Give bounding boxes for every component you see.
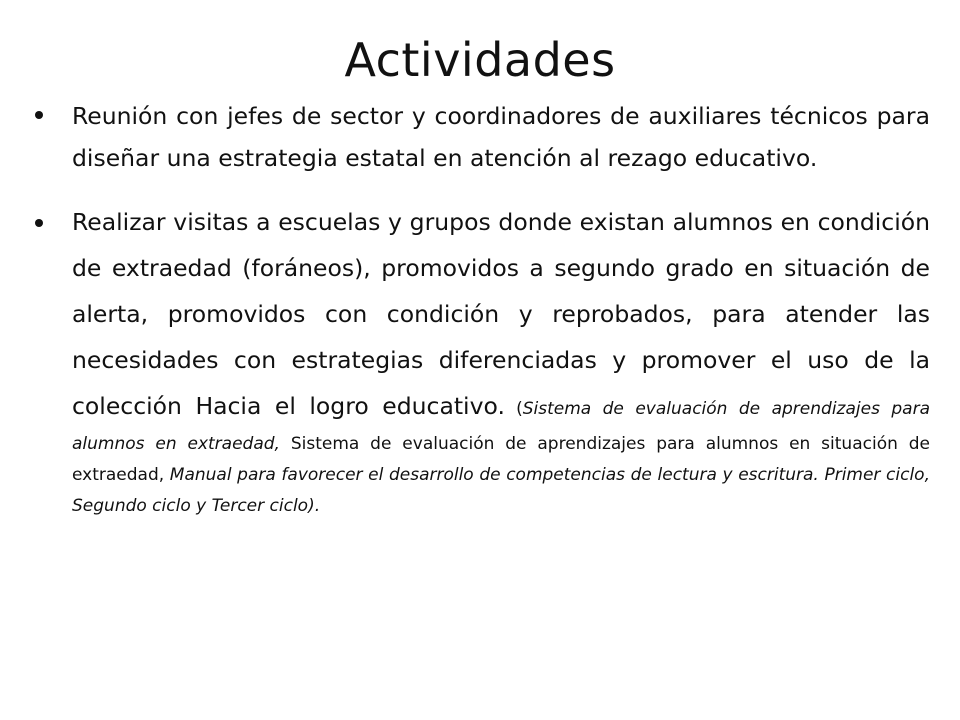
bullet-dot-icon bbox=[35, 111, 43, 119]
bullet-item bbox=[30, 95, 930, 179]
reference-open-paren: ( bbox=[516, 399, 523, 419]
reference-title: Sistema de evaluación de aprendizajes para alumnos en extraedad, bbox=[72, 399, 930, 454]
reference-title: Manual para favorecer el desarrollo de competencias de lectura y escritura. Primer ciclo, Segundo ciclo y Tercer ciclo). bbox=[72, 465, 930, 516]
bullet-item bbox=[30, 199, 930, 522]
reference-title: Sistema de evaluación de aprendizajes para alumnos en situación de extraedad, bbox=[72, 434, 930, 485]
bullet-text: Realizar visitas a escuelas y grupos donde existan alumnos en condición de extraedad (foráneos), promovidos a segundo grado en situación de alerta, promovidos con condición y reprobados, para atender las necesidades con estrategias diferenciadas y promover el uso de la colección Hacia el logro educativo. bbox=[72, 208, 930, 420]
bullet-list bbox=[30, 95, 930, 522]
bullet-dot-icon bbox=[35, 219, 43, 227]
bullet-text: Reunión con jefes de sector y coordinadores de auxiliares técnicos para diseñar una estrategia estatal en atención al rezago educativo. bbox=[72, 102, 930, 172]
slide-title: Actividades bbox=[344, 33, 616, 87]
